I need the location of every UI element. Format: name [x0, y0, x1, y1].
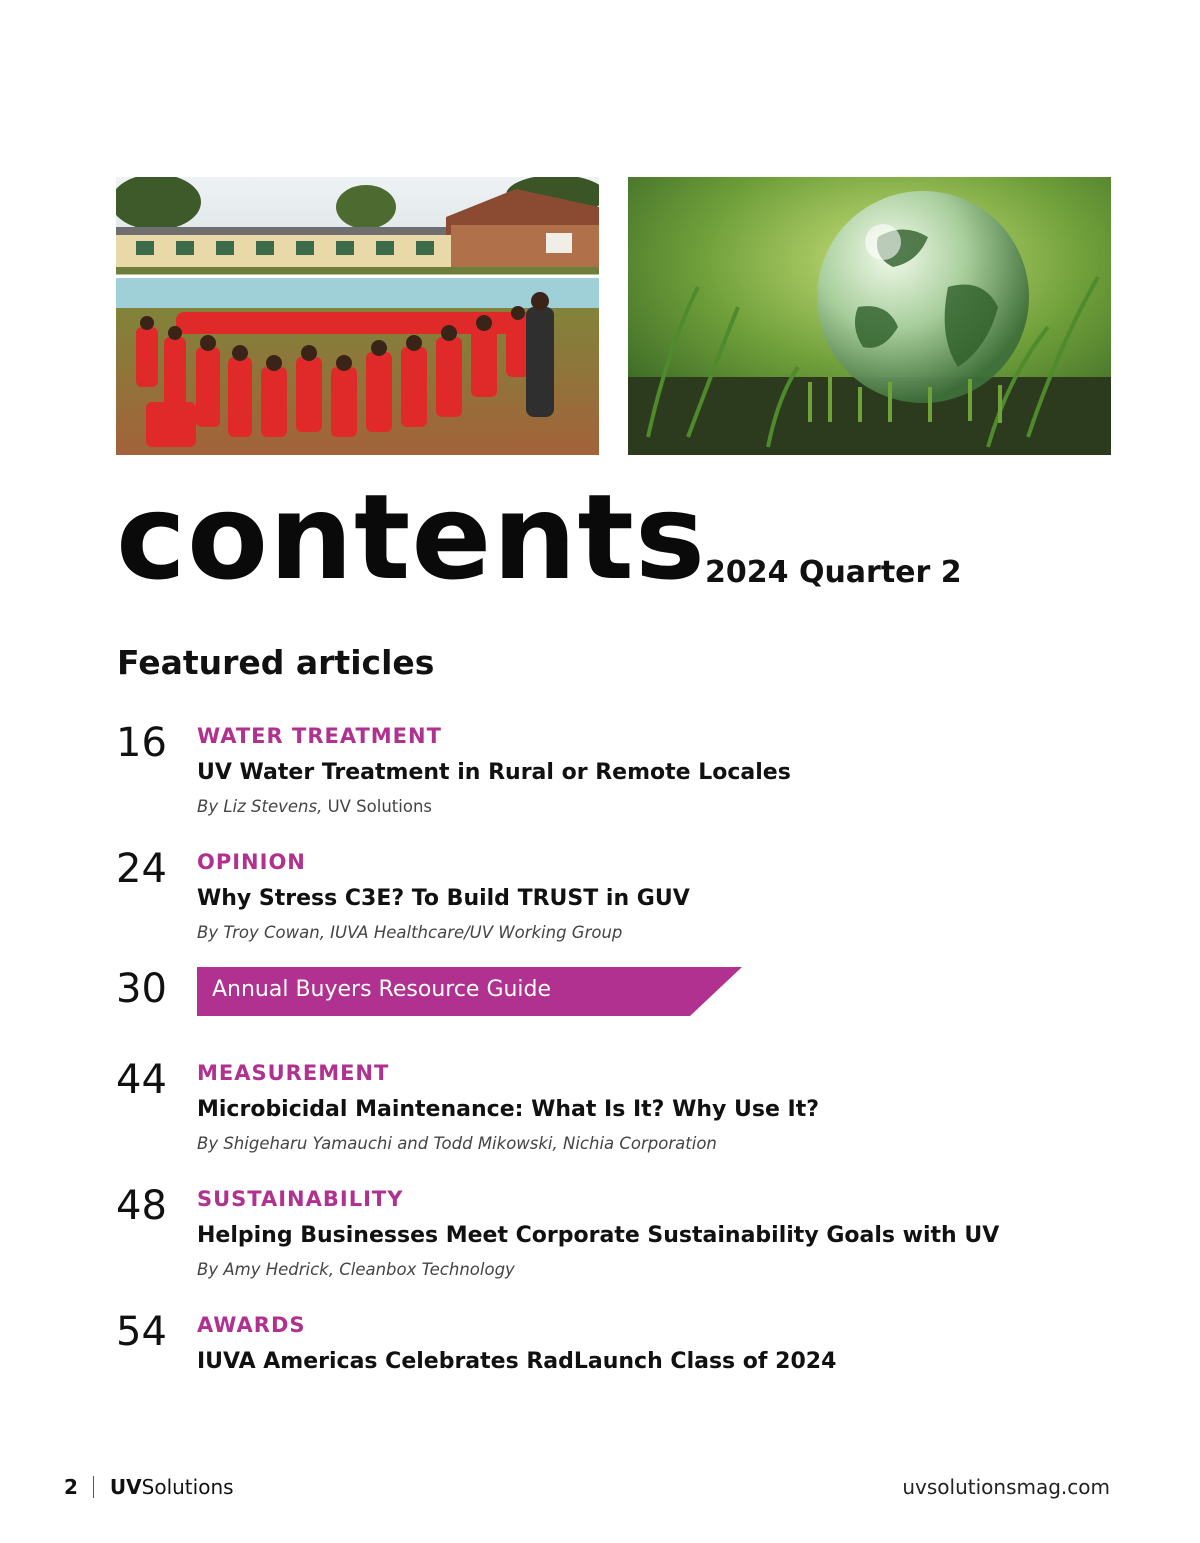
- article-category: OPINION: [197, 850, 306, 874]
- article-headline[interactable]: Why Stress C3E? To Build TRUST in GUV: [197, 886, 690, 911]
- glass-globe-photo: [628, 177, 1111, 455]
- page-number: 48: [116, 1183, 167, 1229]
- footer-brand-rest: Solutions: [141, 1475, 234, 1499]
- article-category: AWARDS: [197, 1313, 306, 1337]
- page-number: 54: [116, 1309, 167, 1355]
- article-byline: [197, 796, 791, 818]
- byline-author: By Liz Stevens,: [197, 797, 323, 816]
- article-headline[interactable]: Helping Businesses Meet Corporate Sustainability Goals with UV: [197, 1223, 1000, 1248]
- footer-page-number: 2: [64, 1475, 78, 1499]
- page-number: 44: [116, 1057, 167, 1103]
- article-category: MEASUREMENT: [197, 1061, 390, 1085]
- issue-label: 2024 Quarter 2: [705, 555, 962, 590]
- footer-website[interactable]: uvsolutionsmag.com: [902, 1475, 1110, 1499]
- section-title: Featured articles: [117, 643, 435, 682]
- byline-org: UV Solutions: [322, 797, 432, 816]
- footer-divider: [93, 1476, 94, 1498]
- article-category: SUSTAINABILITY: [197, 1187, 404, 1211]
- page-number: 16: [116, 720, 167, 766]
- article-category: WATER TREATMENT: [197, 724, 442, 748]
- article-byline: By Amy Hedrick, Cleanbox Technology: [197, 1260, 515, 1279]
- article-headline[interactable]: IUVA Americas Celebrates RadLaunch Class of 2024: [197, 1349, 837, 1374]
- page-title: contents: [116, 468, 707, 606]
- page-number: 24: [116, 846, 167, 892]
- buyers-guide-banner[interactable]: [197, 967, 742, 1016]
- footer-brand-uv: UV: [109, 1475, 142, 1499]
- school-children-photo: [116, 177, 599, 455]
- footer-left: [64, 1475, 234, 1499]
- page-number: 30: [116, 966, 167, 1012]
- banner-label: Annual Buyers Resource Guide: [212, 977, 552, 1002]
- article-headline[interactable]: Microbicidal Maintenance: What Is It? Why Use It?: [197, 1097, 820, 1122]
- article-byline: By Troy Cowan, IUVA Healthcare/UV Working Group: [197, 923, 623, 942]
- article-headline[interactable]: UV Water Treatment in Rural or Remote Locales: [197, 760, 791, 785]
- article-byline: By Shigeharu Yamauchi and Todd Mikowski, Nichia Corporation: [197, 1134, 717, 1153]
